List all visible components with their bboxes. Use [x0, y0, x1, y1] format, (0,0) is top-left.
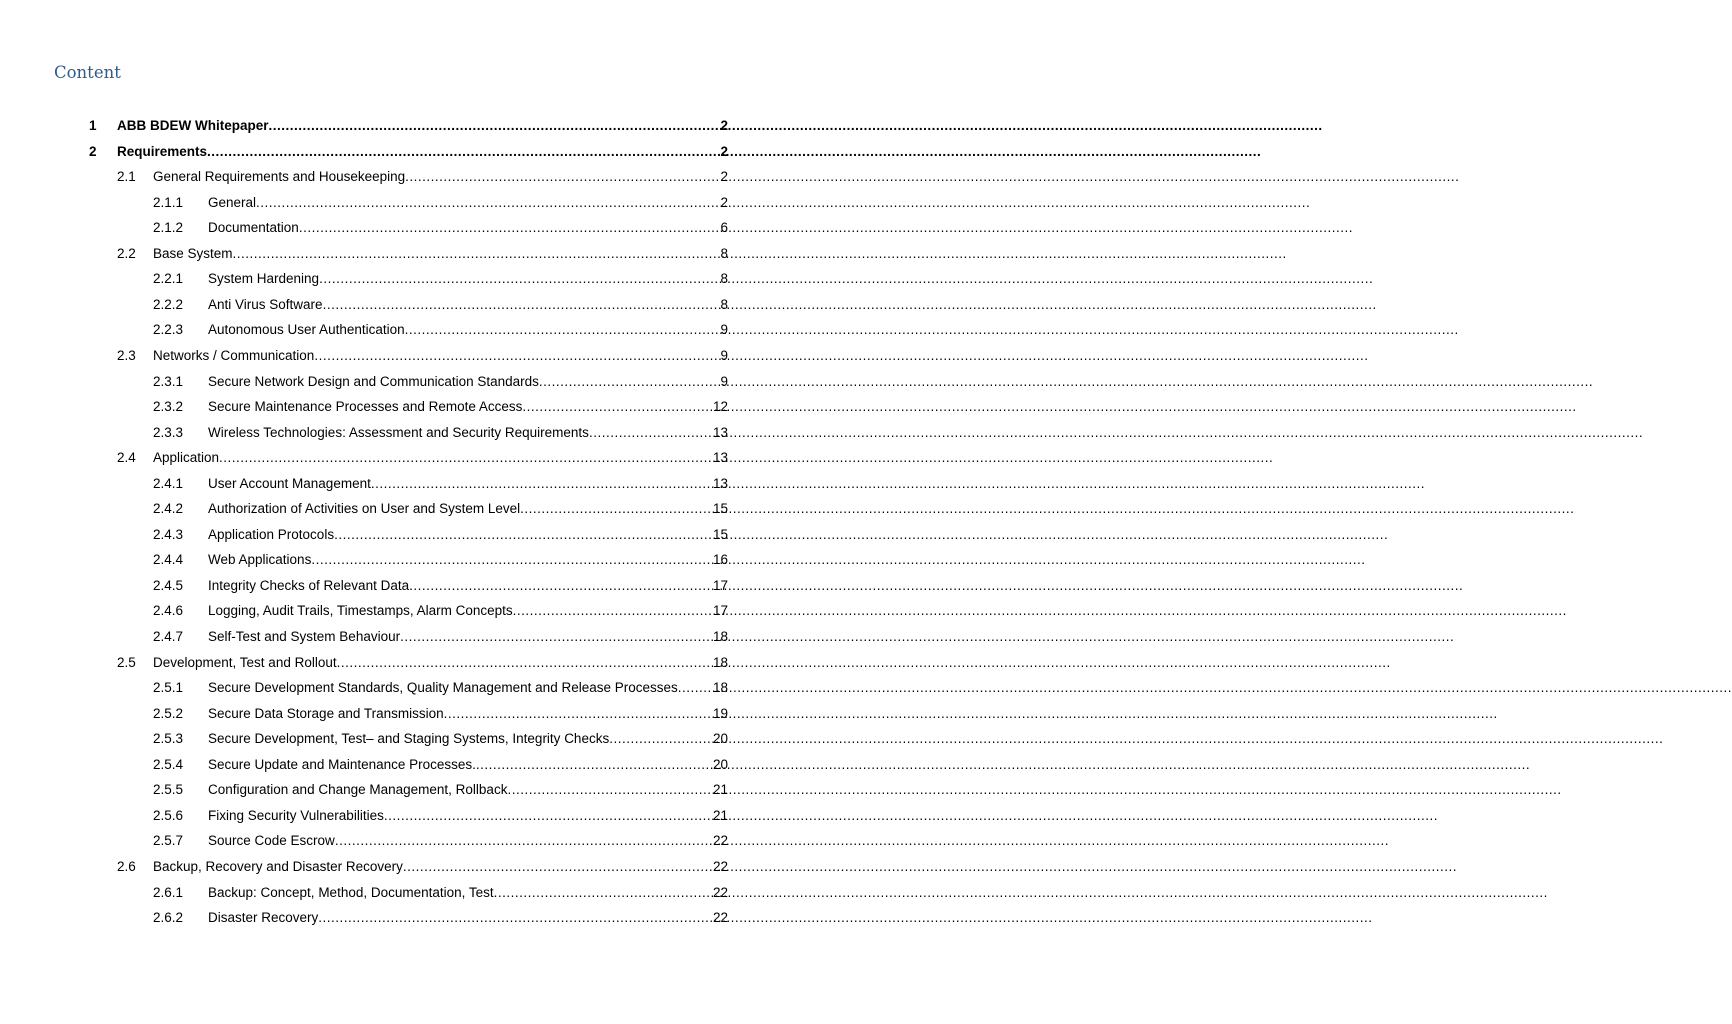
toc-dot-leader: [513, 602, 713, 620]
toc-dot-leader: [299, 219, 721, 237]
toc-entry[interactable]: [153, 602, 728, 620]
toc-dot-leader: [494, 884, 713, 902]
toc-entry[interactable]: [117, 347, 728, 365]
toc-entry[interactable]: [153, 296, 728, 314]
toc-entry[interactable]: [153, 321, 728, 339]
toc-entry[interactable]: [153, 884, 728, 902]
toc-entry-page: 12: [712, 399, 728, 415]
toc-entry-title: ABB BDEW Whitepaper: [117, 118, 269, 133]
toc-entry[interactable]: [153, 219, 728, 237]
toc-entry-number: 2.5.1: [153, 680, 184, 696]
toc-entry-title: Secure Update and Maintenance Processes.: [208, 756, 476, 772]
toc-entry[interactable]: [153, 500, 728, 518]
toc-entry[interactable]: [153, 526, 728, 544]
toc-entry[interactable]: [89, 117, 728, 135]
toc-entry[interactable]: [153, 807, 728, 825]
toc-entry[interactable]: [153, 551, 728, 569]
toc-dot-leader: [444, 705, 713, 723]
toc-dot-leader: [476, 756, 713, 774]
toc-entry-title: Backup, Recovery and Disaster Recovery: [153, 858, 403, 874]
toc-entry-title: Secure Network Design and Communication Standards: [208, 373, 539, 389]
toc-entry-number: 2.4.3: [153, 526, 184, 542]
toc-entry-title: Logging, Audit Trails, Timestamps, Alarm Concepts: [208, 603, 513, 619]
toc-entry-page: 21: [712, 807, 728, 823]
toc-entry-page: 2: [720, 194, 728, 210]
toc-entry-title: Secure Maintenance Processes and Remote Access: [208, 399, 523, 415]
toc-entry-page: 13: [712, 450, 728, 466]
toc-entry[interactable]: [153, 909, 728, 927]
toc-dot-leader: [507, 781, 713, 799]
toc-entry-number: 2.3.1: [153, 373, 184, 389]
toc-entry-number: 2.4: [117, 450, 136, 466]
toc-entry-number: 2.2.2: [153, 296, 184, 312]
toc-entry-number: 2.3: [117, 347, 136, 363]
toc-entry-number: 2.4.1: [153, 475, 184, 491]
toc-entry-number: 2.5.4: [153, 756, 184, 772]
toc-entry-number: 2.5.3: [153, 731, 184, 747]
toc-entry-page: 15: [712, 526, 728, 542]
toc-entry-number: 1: [89, 118, 97, 133]
toc-entry[interactable]: [153, 705, 728, 723]
toc-entry[interactable]: [117, 168, 728, 186]
toc-entry-number: 2.2: [117, 245, 136, 261]
toc-entry-title: Source Code Escrow: [208, 833, 335, 849]
toc-entry-number: 2.3.3: [153, 424, 184, 440]
toc-dot-leader: [314, 347, 720, 365]
toc-entry-page: 8: [720, 245, 728, 261]
toc-entry-title: General: [208, 194, 257, 210]
toc-entry-title: Base System: [153, 245, 233, 261]
toc-dot-leader: [256, 194, 720, 212]
toc-entry[interactable]: [153, 424, 728, 442]
toc-entry-title: Fixing Security Vulnerabilities: [208, 807, 384, 823]
toc-entry-title: Disaster Recovery: [208, 910, 319, 926]
toc-entry-page: 13: [712, 424, 728, 440]
toc-entry-title: General Requirements and Housekeeping: [153, 169, 406, 185]
page-title: Content: [54, 63, 121, 82]
toc-entry[interactable]: [153, 373, 728, 391]
toc-dot-leader: [409, 577, 713, 595]
toc-entry-number: 2.4.2: [153, 501, 184, 517]
toc-entry-page: 8: [720, 271, 728, 287]
toc-entry[interactable]: [153, 577, 728, 595]
toc-entry-page: 17: [712, 577, 728, 593]
toc-entry[interactable]: [117, 245, 728, 263]
toc-dot-leader: [405, 321, 721, 339]
toc-dot-leader: [522, 398, 713, 416]
toc-dot-leader: [233, 245, 721, 263]
toc-entry-page: 22: [712, 833, 728, 849]
toc-entry-number: 2.5.5: [153, 782, 184, 798]
toc-dot-leader: [323, 296, 721, 314]
toc-entry-page: 15: [712, 501, 728, 517]
toc-dot-leader: [219, 449, 713, 467]
toc-entry[interactable]: [153, 756, 728, 774]
toc-entry-number: 2.5: [117, 654, 136, 670]
toc-entry-number: 2.3.2: [153, 399, 184, 415]
toc-dot-leader: [371, 475, 713, 493]
toc-entry-page: 2: [720, 118, 728, 133]
toc-entry[interactable]: [89, 143, 728, 161]
toc-dot-leader: [269, 117, 721, 135]
toc-entry-number: 2.6.2: [153, 910, 184, 926]
toc-dot-leader: [334, 526, 713, 544]
toc-dot-leader: [678, 679, 713, 697]
toc-dot-leader: [589, 424, 713, 442]
toc-entry-page: 13: [712, 475, 728, 491]
toc-entry[interactable]: [153, 475, 728, 493]
toc-entry-number: 2.2.3: [153, 322, 184, 338]
toc-entry-title: System Hardening: [208, 271, 320, 287]
toc-entry-number: 2.1: [117, 169, 136, 185]
toc-dot-leader: [311, 551, 713, 569]
toc-entry-page: 17: [712, 603, 728, 619]
toc-entry-page: 8: [720, 296, 728, 312]
toc-entry-page: 22: [712, 858, 728, 874]
toc-entry-title: Autonomous User Authentication: [208, 322, 405, 338]
toc-entry[interactable]: [153, 832, 728, 850]
toc-entry-number: 2.4.4: [153, 552, 184, 568]
toc-entry-title: Secure Development, Test– and Staging Systems, Integrity Checks: [208, 731, 610, 747]
toc-entry-title: Requirements: [117, 143, 208, 159]
toc-dot-leader: [520, 500, 713, 518]
toc-entry-page: 9: [720, 347, 728, 363]
toc-dot-leader: [384, 807, 713, 825]
toc-entry-title: Anti Virus Software: [208, 296, 323, 312]
toc-entry-number: 2: [89, 143, 97, 159]
toc-entry-title: User Account Management: [208, 475, 371, 491]
toc-entry-title: Backup: Concept, Method, Documentation, Test: [208, 884, 494, 900]
toc-entry[interactable]: [153, 781, 728, 799]
toc-entry-title: Wireless Technologies: Assessment and Security Requirements: [208, 424, 589, 440]
toc-entry-page: 20: [712, 731, 728, 747]
toc-entry[interactable]: [117, 449, 728, 467]
toc-entry-title: Application: [153, 450, 220, 466]
toc-dot-leader: [405, 168, 720, 186]
toc-entry-page: 9: [720, 373, 728, 389]
toc-entry-title: Networks / Communication: [153, 347, 315, 363]
toc-entry-title: Application Protocols: [208, 526, 335, 542]
toc-entry-page: 9: [720, 322, 728, 338]
toc-entry-title: Authorization of Activities on User and System Level: [208, 501, 521, 517]
toc-entry-page: 20: [712, 756, 728, 772]
toc-entry-title: Integrity Checks of Relevant Data: [208, 577, 410, 593]
toc-entry-title: Web Applications: [208, 552, 312, 568]
toc-entry-number: 2.5.6: [153, 807, 184, 823]
toc-entry-page: 2: [720, 143, 728, 159]
toc-entry-page: 22: [712, 910, 728, 926]
toc-entry-page: 6: [720, 220, 728, 236]
toc-entry-number: 2.5.2: [153, 705, 184, 721]
toc-entry-number: 2.2.1: [153, 271, 184, 287]
toc-entry-title: Configuration and Change Management, Rollback: [208, 782, 508, 798]
toc-entry-title: Secure Development Standards, Quality Management and Release Processes: [208, 680, 678, 696]
toc-entry[interactable]: [153, 679, 728, 697]
toc-entry[interactable]: [117, 654, 728, 672]
toc-entry-page: 18: [712, 629, 728, 644]
toc-entry-title: Secure Data Storage and Transmission: [208, 705, 444, 721]
toc-dot-leader: [318, 909, 713, 927]
toc-entry[interactable]: [153, 398, 728, 416]
toc-entry-page: 19: [712, 705, 728, 721]
toc-dot-leader: [403, 858, 713, 876]
toc-entry-page: 16: [712, 552, 728, 568]
toc-dot-leader: [337, 654, 713, 672]
toc-entry-page: 2: [720, 169, 728, 185]
toc-entry[interactable]: [153, 270, 728, 288]
toc-entry-number: 2.1.1: [153, 194, 184, 210]
toc-dot-leader: [539, 373, 721, 391]
toc-dot-leader: [207, 143, 720, 161]
toc-entry-number: 2.4.6: [153, 603, 184, 619]
toc-entry-number: 2.4.5: [153, 577, 184, 593]
toc-entry-number: 2.6.1: [153, 884, 184, 900]
toc-entry-number: 2.4.7: [153, 629, 184, 644]
toc-entry-title: Development, Test and Rollout: [153, 654, 337, 670]
toc-entry-number: 2.1.2: [153, 220, 184, 236]
toc-entry-page: 22: [712, 884, 728, 900]
toc-entry[interactable]: [153, 628, 728, 646]
toc-entry-title: Self-Test and System Behaviour: [208, 629, 401, 644]
toc-entry-page: 18: [712, 654, 728, 670]
toc-dot-leader: [335, 832, 713, 850]
toc-entry-page: 21: [712, 782, 728, 798]
toc-dot-leader: [319, 270, 720, 288]
toc-entry-page: 18: [712, 680, 728, 696]
toc-entry-title: Documentation: [208, 220, 299, 236]
toc-dot-leader: [400, 628, 713, 646]
toc-entry-number: 2.6: [117, 858, 136, 874]
toc-entry[interactable]: [153, 730, 728, 748]
toc-dot-leader: [609, 730, 713, 748]
toc-entry[interactable]: [153, 194, 728, 212]
toc-entry[interactable]: [117, 858, 728, 876]
toc-entry-number: 2.5.7: [153, 833, 184, 849]
